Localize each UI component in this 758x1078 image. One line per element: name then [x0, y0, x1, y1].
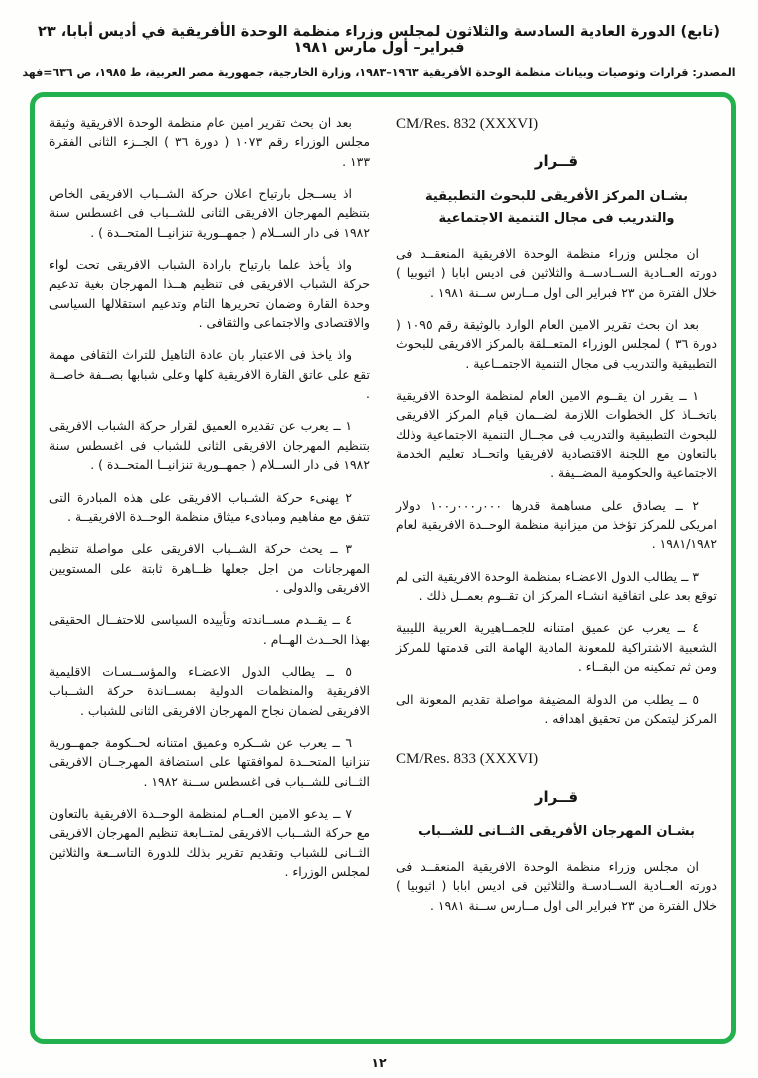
two-column-layout: [49, 113, 717, 1029]
resolution-833-subtitle: بشـان المهرجان الأفريقى الثــانى للشــباب: [418, 823, 695, 839]
res833-item-3: ٣ ــ يحث حركة الشــباب الافريقى على مواصلة تنظيم المهرجانات من اجل جعلها ظــاهرة ثابتة على المستويين الافريقى والدولى .: [49, 541, 370, 595]
page-header: [20, 24, 738, 79]
resolution-833-ref: CM/Res. 833 (XXXVI): [396, 751, 539, 768]
res832-item-1: ١ ــ يقرر ان يقــوم الامين العام لمنظمة الوحدة الافريقية باتخــاذ كل الخطوات اللازمة لضــمان قيام المركز الافريقى للبحوث التطبيقية والتدريب فى مجــال التنمية الاجتماعية وذلك بالتعاون مع اللجنة الاقتصادية لافريقيا واتحــاد تعليم الخدمة الاجتماعية والحكومية المضــيفة .: [396, 388, 717, 481]
res833-preamble-3: واذ يأخذ علما بارتياح بارادة الشباب الافريقى تحت لواء حركة الشباب الافريقى فى تنظيم هــذا المهرجان بغية تدعيم وحدة القارة وضمان تحريرها التام وتدعيم استقلالها السياسى والاقتصادى والاجتماعى والثقافى .: [49, 257, 370, 331]
res833-item-7: ٧ ــ يدعو الامين العــام لمنظمة الوحــدة الافريقية بالتعاون مع حركة الشــباب الافريقى لمتــابعة تنظيم المهرجان الافريقى الثــانى للشباب وتقديم تقرير بذلك للدورة التاســعة والثلاثين لمجلس الوزراء .: [49, 805, 370, 879]
column-left-res833-continuation: [49, 113, 370, 1029]
res833-item-6: ٦ ــ يعرب عن شــكره وعميق امتنانه لحــكومة جمهــورية تنزانيا المتحــدة لموافقتها على استضافة المهرجــان الافريقى الثــانى للشــباب فى اغسطس ســنة ١٩٨٢ .: [49, 734, 370, 789]
header-source-citation: المصدر: قرارات وتوصيات وبيانات منظمة الوحدة الأفريقية ١٩٦٣–١٩٨٣، وزارة الخارجية، جمهورية مصر العربية، ط ١٩٨٥، ص ٦٣٦=فهد: [22, 66, 736, 79]
res833-item-5: ٥ ــ يطالب الدول الاعضـاء والمؤســسـات الاقليمية الافريقية والمنظمات الدولية بمســاندة حركة الشــباب الافريقى لضمان نجاح المهرجان الافريقى الثانى للشباب .: [49, 663, 370, 718]
column-right-res832: [396, 113, 717, 1029]
resolution-833-title: قــرار: [534, 787, 579, 806]
resolution-832-subtitle-line1: بشـان المركز الأفريقى للبحوث التطبيقية: [424, 188, 689, 204]
res833-opening-paragraph: ان مجلس وزراء منظمة الوحدة الافريقية المنعقــد فى دورته العــادية الســادسـة والثلاثين فى اديس ابابا ( اثيوبيا ) خلال الفترة من ٢٣ فبراير الى اول مــارس ســنة ١٩٨١ .: [396, 859, 717, 913]
res833-item-4: ٤ ــ يقــدم مســاندته وتأييده السياسى للاحتفــال الحقيقى بهذا الحــدث الهــام .: [49, 612, 370, 647]
res832-item-5: ٥ ــ يطلب من الدولة المضيفة مواصلة تقديم المعونة الى المركز ليتمكن من تحقيق اهدافه .: [396, 691, 717, 726]
green-border-frame: [30, 92, 736, 1044]
res833-item-1: ١ ــ يعرب عن تقديره العميق لقرار حركة الشباب الافريقى بتنظيم المهرجان الافريقى الثانى للشباب فى اغسطس سنة ١٩٨٢ فى دار الســلام ( جمهــورية تنزانيــا المتحــدة ) .: [49, 418, 370, 473]
res832-preamble-paragraph: بعد ان بحث تقرير الامين العام الوارد بالوثيقة رقم ١٠٩٥ ( دورة ٣٦ ) لمجلس الوزراء المتعــلقة بالمركز الافريقى للبحوث التطبيقية والتدريب فى مجال التنمية الاجتمــاعية .: [396, 317, 717, 371]
page-number: ١٢: [371, 1055, 387, 1070]
res833-item-2: ٢ يهنىء حركة الشـباب الافريقى على هذه المبادرة التى تتفق مع مفاهيم ومبادىء ميثاق منظمة الوحــدة الافريقيــة .: [49, 489, 370, 524]
resolution-832-title: قــرار: [534, 152, 579, 171]
res832-opening-paragraph: ان مجلس وزراء منظمة الوحدة الافريقية المنعقــد فى دورته العــادية الســادســة والثلاثين فى اديس ابابا ( اثيوبيا ) خلال الفترة من ٢٣ فبراير الى اول مــارس ســنة ١٩٨١ .: [396, 245, 717, 300]
res833-preamble-2: اذ يســجل بارتياح اعلان حركة الشــباب الافريقى الخاص بتنظيم المهرجان الافريقى الثانى للشــباب فى اغسطس سنة ١٩٨٢ فى دار الســلام ( جمهــورية تنزانيــا المتحــدة ) .: [49, 186, 370, 240]
header-session-title: (تابع) الدورة العادية السادسة والثلاثون لمجلس وزراء منظمة الوحدة الأفريقية في أديس أبابا، ٢٣ فبراير– أول مارس ١٩٨١: [38, 24, 720, 56]
resolution-832-subtitle-line2: والتدريب فى مجال التنمية الاجتماعية: [438, 210, 675, 226]
res832-item-3: ٣ ــ يطالب الدول الاعضـاء بمنظمة الوحدة الافريقية التى لم توقع بعد على اتفاقية انشـاء المركز ان تقــوم بعمــل ذلك .: [396, 568, 717, 604]
resolution-832-ref: CM/Res. 832 (XXXVI): [396, 116, 539, 132]
res832-item-4: ٤ ــ يعرب عن عميق امتنانه للجمــاهيرية العربية الليبية الشعبية الاشتراكية للمعونة المادية الهامة التى قدمتها للمركز ومن ثم تمكينه من البقــاء .: [396, 620, 717, 675]
res833-preamble-1: بعد ان بحث تقرير امين عام منظمة الوحدة الافريقية وثيقة مجلس الوزراء رقم ١٠٧٣ ( دورة ٣٦ ) الجــزء الثانى الفقرة ١٣٣ .: [49, 115, 370, 169]
res832-item-2: ٢ ــ يصادق على مساهمة قدرها ٠٠٠ر٠٠٠ر١٠٠ دولار امريكى للمركز تؤخذ من ميزانية منظمة الوحــدة الافريقية لعام ١٩٨١/١٩٨٢ .: [396, 497, 717, 552]
res833-preamble-4: واذ ياخذ فى الاعتبار بان عادة التاهيل للتراث الثقافى مهمة تقع على عاتق القارة الافريقية كلها وعلى شبابها بصــفة خاصــة .: [49, 347, 370, 402]
